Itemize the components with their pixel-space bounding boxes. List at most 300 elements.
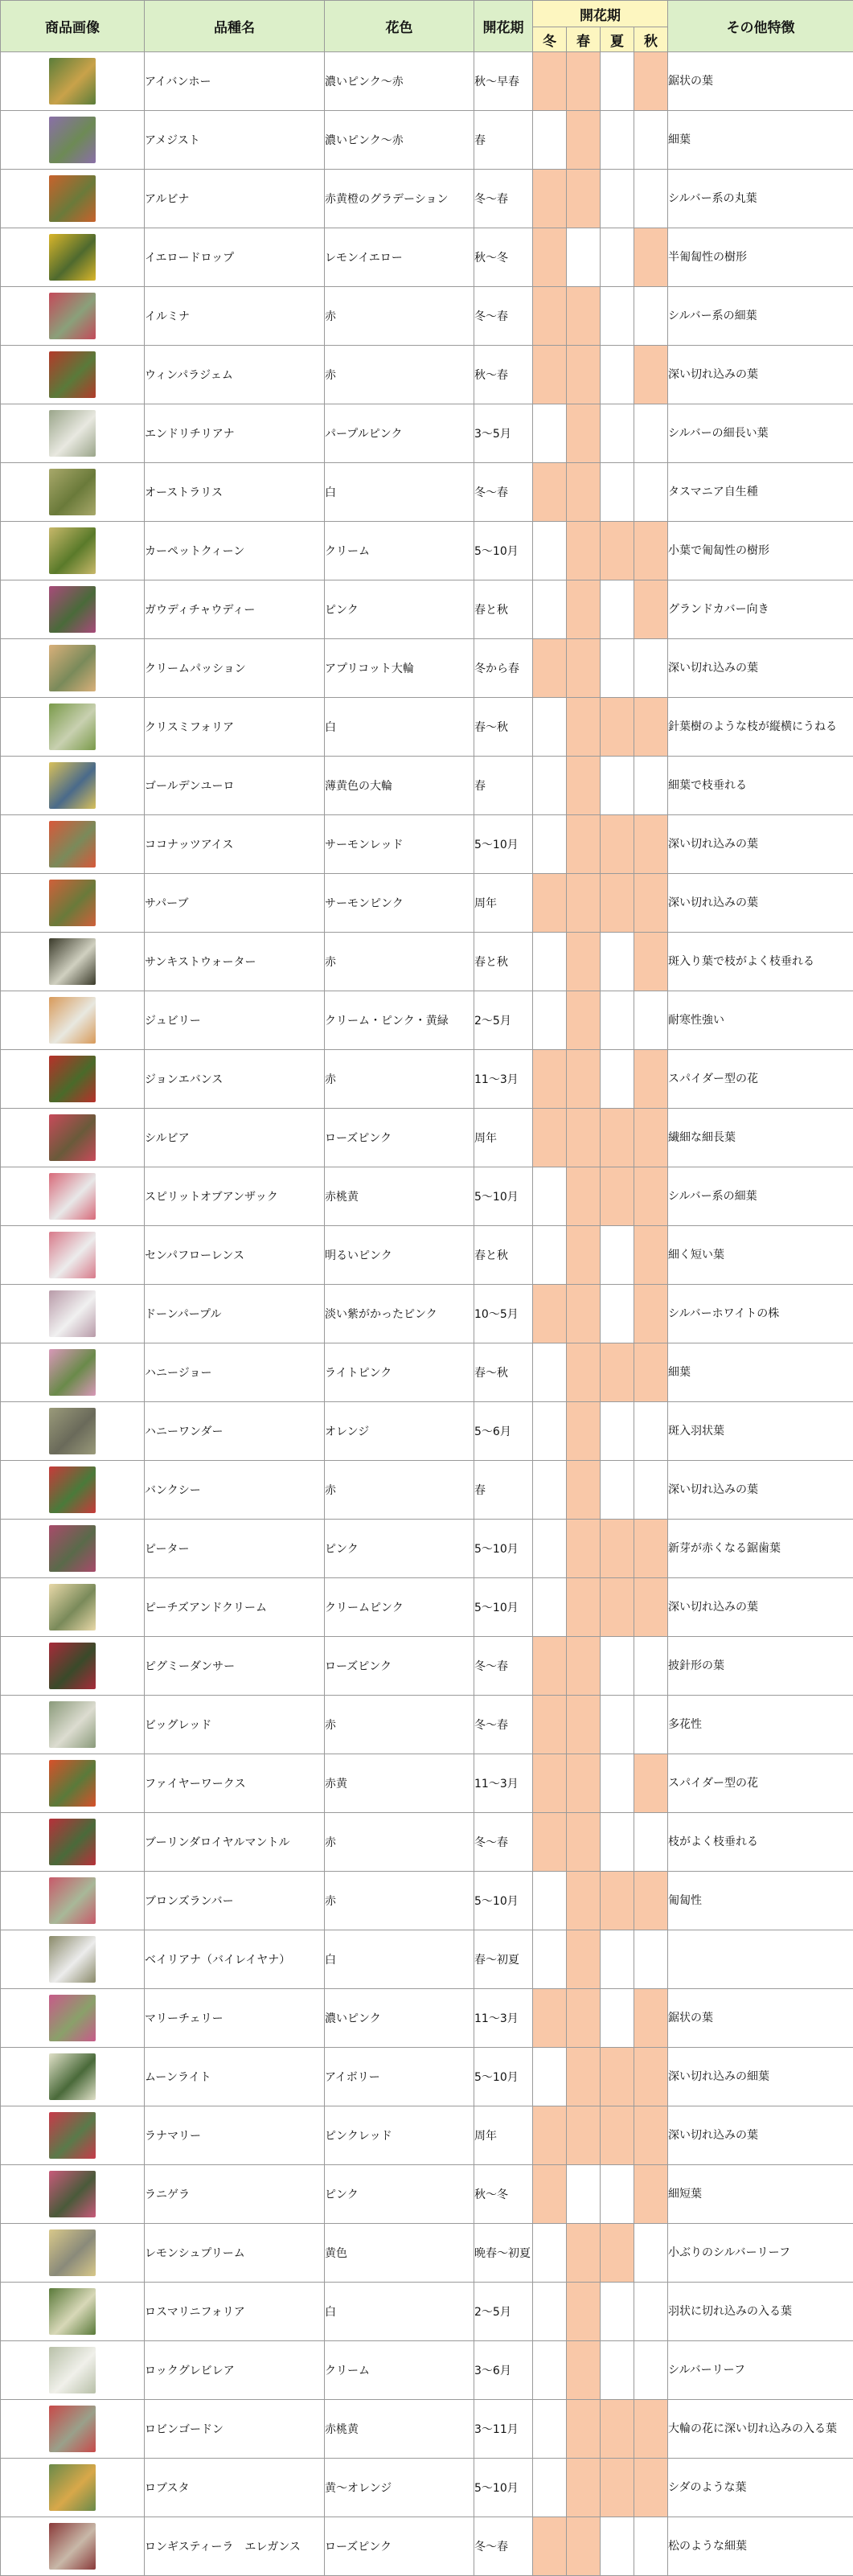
- variety-name: アルビナ: [145, 170, 325, 228]
- bloom-summer-cell: [601, 1226, 634, 1285]
- feature-notes: タスマニア自生種: [668, 463, 853, 522]
- table-body: [1, 52, 853, 2576]
- table-row: [1, 1050, 853, 1109]
- flower-color: クリーム: [325, 522, 474, 580]
- table-row: [1, 1813, 853, 1872]
- table-row: [1, 1696, 853, 1754]
- feature-notes: シルバー系の細葉: [668, 287, 853, 346]
- flower-color: レモンイエロー: [325, 228, 474, 287]
- bloom-winter-cell: [533, 1402, 567, 1461]
- bloom-period: 秋～冬: [474, 228, 533, 287]
- bloom-spring-cell: [567, 346, 601, 404]
- bloom-summer-cell: [601, 2283, 634, 2341]
- bloom-period: 冬～春: [474, 287, 533, 346]
- variety-name: ジュビリー: [145, 991, 325, 1050]
- product-photo: [49, 2406, 96, 2452]
- flower-color: ローズピンク: [325, 1109, 474, 1167]
- bloom-period: 3～5月: [474, 404, 533, 463]
- bloom-autumn-cell: [634, 580, 668, 639]
- bloom-winter-cell: [533, 2283, 567, 2341]
- header-season-spring: 春: [567, 27, 601, 52]
- bloom-spring-cell: [567, 2106, 601, 2165]
- variety-name: サンキストウォーター: [145, 933, 325, 991]
- bloom-spring-cell: [567, 2165, 601, 2224]
- table-row: [1, 404, 853, 463]
- bloom-winter-cell: [533, 698, 567, 757]
- bloom-summer-cell: [601, 2106, 634, 2165]
- product-image-cell: [1, 757, 145, 815]
- variety-name: ロブスタ: [145, 2459, 325, 2517]
- product-image-cell: [1, 52, 145, 111]
- product-image-cell: [1, 2048, 145, 2106]
- bloom-spring-cell: [567, 2283, 601, 2341]
- product-photo: [49, 2288, 96, 2335]
- bloom-period: 春と秋: [474, 1226, 533, 1285]
- product-image-cell: [1, 1637, 145, 1696]
- bloom-winter-cell: [533, 2165, 567, 2224]
- bloom-winter-cell: [533, 522, 567, 580]
- bloom-period: 秋～春: [474, 346, 533, 404]
- bloom-autumn-cell: [634, 463, 668, 522]
- bloom-summer-cell: [601, 1167, 634, 1226]
- bloom-summer-cell: [601, 2224, 634, 2283]
- bloom-autumn-cell: [634, 228, 668, 287]
- table-row: [1, 933, 853, 991]
- bloom-period: 5～10月: [474, 1167, 533, 1226]
- feature-notes: 耐寒性強い: [668, 991, 853, 1050]
- product-image-cell: [1, 404, 145, 463]
- header-bloom-group: 開花期: [533, 1, 668, 27]
- flower-color: 白: [325, 698, 474, 757]
- bloom-period: 10～5月: [474, 1285, 533, 1343]
- product-photo: [49, 1290, 96, 1337]
- table-row: [1, 2341, 853, 2400]
- flower-color: 濃いピンク～赤: [325, 111, 474, 170]
- bloom-period: 秋～冬: [474, 2165, 533, 2224]
- table-row: [1, 1930, 853, 1989]
- bloom-winter-cell: [533, 1754, 567, 1813]
- variety-name: ブロンズランバー: [145, 1872, 325, 1930]
- bloom-spring-cell: [567, 1989, 601, 2048]
- bloom-summer-cell: [601, 522, 634, 580]
- bloom-summer-cell: [601, 111, 634, 170]
- bloom-period: 冬～春: [474, 463, 533, 522]
- bloom-period: 春～初夏: [474, 1930, 533, 1989]
- flower-color: 赤: [325, 1696, 474, 1754]
- bloom-winter-cell: [533, 815, 567, 874]
- product-photo: [49, 2171, 96, 2217]
- product-photo: [49, 1408, 96, 1454]
- bloom-summer-cell: [601, 228, 634, 287]
- bloom-period: 春と秋: [474, 933, 533, 991]
- bloom-spring-cell: [567, 1930, 601, 1989]
- feature-notes: 披針形の葉: [668, 1637, 853, 1696]
- header-season-winter: 冬: [533, 27, 567, 52]
- variety-name: ウィンパラジェム: [145, 346, 325, 404]
- product-photo: [49, 1466, 96, 1513]
- bloom-autumn-cell: [634, 1930, 668, 1989]
- product-photo: [49, 2229, 96, 2276]
- header-variety: 品種名: [145, 1, 325, 52]
- flower-color: 黄色: [325, 2224, 474, 2283]
- product-photo: [49, 469, 96, 515]
- bloom-summer-cell: [601, 580, 634, 639]
- feature-notes: 半匍匐性の樹形: [668, 228, 853, 287]
- bloom-spring-cell: [567, 111, 601, 170]
- product-photo: [49, 1936, 96, 1983]
- bloom-summer-cell: [601, 1050, 634, 1109]
- flower-color: 赤: [325, 287, 474, 346]
- flower-color: ローズピンク: [325, 1637, 474, 1696]
- feature-notes: 細く短い葉: [668, 1226, 853, 1285]
- bloom-spring-cell: [567, 757, 601, 815]
- flower-color: 赤: [325, 1461, 474, 1520]
- bloom-autumn-cell: [634, 1050, 668, 1109]
- table-row: [1, 1167, 853, 1226]
- bloom-winter-cell: [533, 2048, 567, 2106]
- product-image-cell: [1, 170, 145, 228]
- bloom-period: 冬～春: [474, 1637, 533, 1696]
- product-image-cell: [1, 1520, 145, 1578]
- feature-notes: 斑入り葉で枝がよく枝垂れる: [668, 933, 853, 991]
- bloom-summer-cell: [601, 2341, 634, 2400]
- bloom-winter-cell: [533, 2400, 567, 2459]
- bloom-spring-cell: [567, 52, 601, 111]
- feature-notes: 深い切れ込みの葉: [668, 874, 853, 933]
- bloom-spring-cell: [567, 522, 601, 580]
- bloom-winter-cell: [533, 2106, 567, 2165]
- bloom-autumn-cell: [634, 2400, 668, 2459]
- table-row: [1, 2165, 853, 2224]
- flower-color: 白: [325, 2283, 474, 2341]
- product-image-cell: [1, 346, 145, 404]
- header-notes: その他特徴: [668, 1, 853, 52]
- product-photo: [49, 234, 96, 281]
- flower-color: クリーム・ピンク・黄緑: [325, 991, 474, 1050]
- bloom-winter-cell: [533, 991, 567, 1050]
- variety-name: マリーチェリー: [145, 1989, 325, 2048]
- bloom-autumn-cell: [634, 1167, 668, 1226]
- bloom-winter-cell: [533, 463, 567, 522]
- bloom-period: 周年: [474, 2106, 533, 2165]
- flower-color: アプリコット大輪: [325, 639, 474, 698]
- product-image-cell: [1, 1050, 145, 1109]
- bloom-autumn-cell: [634, 1578, 668, 1637]
- bloom-period: 冬から春: [474, 639, 533, 698]
- product-image-cell: [1, 1754, 145, 1813]
- product-photo: [49, 938, 96, 985]
- bloom-period: 5～10月: [474, 1578, 533, 1637]
- bloom-period: 周年: [474, 874, 533, 933]
- table-row: [1, 52, 853, 111]
- product-photo: [49, 586, 96, 633]
- bloom-spring-cell: [567, 2048, 601, 2106]
- flower-color: パープルピンク: [325, 404, 474, 463]
- bloom-summer-cell: [601, 1989, 634, 2048]
- feature-notes: 新芽が赤くなる鋸歯葉: [668, 1520, 853, 1578]
- product-photo: [49, 997, 96, 1044]
- bloom-spring-cell: [567, 933, 601, 991]
- variety-name: ラナマリー: [145, 2106, 325, 2165]
- bloom-winter-cell: [533, 1989, 567, 2048]
- table-row: [1, 2400, 853, 2459]
- flower-color: 白: [325, 1930, 474, 1989]
- product-photo: [49, 2112, 96, 2159]
- bloom-summer-cell: [601, 287, 634, 346]
- bloom-summer-cell: [601, 1343, 634, 1402]
- bloom-period: 5～10月: [474, 2048, 533, 2106]
- bloom-winter-cell: [533, 1050, 567, 1109]
- bloom-spring-cell: [567, 228, 601, 287]
- bloom-autumn-cell: [634, 991, 668, 1050]
- bloom-period: 5～10月: [474, 522, 533, 580]
- bloom-winter-cell: [533, 1696, 567, 1754]
- product-photo: [49, 703, 96, 750]
- product-photo: [49, 1056, 96, 1102]
- header-season-summer: 夏: [601, 27, 634, 52]
- product-image-cell: [1, 1696, 145, 1754]
- variety-name: イエロードロップ: [145, 228, 325, 287]
- table-row: [1, 1637, 853, 1696]
- bloom-summer-cell: [601, 170, 634, 228]
- bloom-winter-cell: [533, 1285, 567, 1343]
- bloom-summer-cell: [601, 757, 634, 815]
- product-photo: [49, 1232, 96, 1278]
- bloom-autumn-cell: [634, 1696, 668, 1754]
- product-image-cell: [1, 1461, 145, 1520]
- bloom-spring-cell: [567, 698, 601, 757]
- feature-notes: シルバー系の丸葉: [668, 170, 853, 228]
- variety-name: ガウディチャウディー: [145, 580, 325, 639]
- product-image-cell: [1, 1343, 145, 1402]
- product-photo: [49, 821, 96, 868]
- bloom-summer-cell: [601, 815, 634, 874]
- product-photo: [49, 351, 96, 398]
- flower-color: 濃いピンク: [325, 1989, 474, 2048]
- bloom-autumn-cell: [634, 1813, 668, 1872]
- flower-color: 赤桃黄: [325, 1167, 474, 1226]
- flower-color: ライトピンク: [325, 1343, 474, 1402]
- product-image-cell: [1, 874, 145, 933]
- table-row: [1, 1109, 853, 1167]
- bloom-autumn-cell: [634, 698, 668, 757]
- flower-color: ピンクレッド: [325, 2106, 474, 2165]
- bloom-period: 11～3月: [474, 1989, 533, 2048]
- bloom-spring-cell: [567, 639, 601, 698]
- bloom-autumn-cell: [634, 1109, 668, 1167]
- feature-notes: 深い切れ込みの葉: [668, 2106, 853, 2165]
- feature-notes: シルバーホワイトの株: [668, 1285, 853, 1343]
- variety-name: ファイヤーワークス: [145, 1754, 325, 1813]
- bloom-period: 3～6月: [474, 2341, 533, 2400]
- bloom-period: 周年: [474, 1109, 533, 1167]
- bloom-spring-cell: [567, 404, 601, 463]
- flower-color: サーモンピンク: [325, 874, 474, 933]
- bloom-winter-cell: [533, 1930, 567, 1989]
- bloom-summer-cell: [601, 2048, 634, 2106]
- product-photo: [49, 1584, 96, 1631]
- variety-name: サパーブ: [145, 874, 325, 933]
- flower-color: ピンク: [325, 580, 474, 639]
- bloom-summer-cell: [601, 639, 634, 698]
- header-season-autumn: 秋: [634, 27, 668, 52]
- bloom-autumn-cell: [634, 170, 668, 228]
- bloom-summer-cell: [601, 1637, 634, 1696]
- variety-name: ロックグレビレア: [145, 2341, 325, 2400]
- variety-name: ロスマリニフォリア: [145, 2283, 325, 2341]
- feature-notes: シルバーの細長い葉: [668, 404, 853, 463]
- flower-color: 薄黄色の大輪: [325, 757, 474, 815]
- bloom-period: 5～10月: [474, 815, 533, 874]
- bloom-autumn-cell: [634, 2048, 668, 2106]
- flower-color: 黄～オレンジ: [325, 2459, 474, 2517]
- product-photo: [49, 1701, 96, 1748]
- bloom-summer-cell: [601, 1285, 634, 1343]
- bloom-summer-cell: [601, 346, 634, 404]
- flower-color: 赤桃黄: [325, 2400, 474, 2459]
- variety-name: ゴールデンユーロ: [145, 757, 325, 815]
- bloom-spring-cell: [567, 1872, 601, 1930]
- bloom-period: 5～10月: [474, 1520, 533, 1578]
- variety-name: アメジスト: [145, 111, 325, 170]
- flower-color: オレンジ: [325, 1402, 474, 1461]
- bloom-winter-cell: [533, 1813, 567, 1872]
- flower-color: 赤: [325, 1813, 474, 1872]
- bloom-period: 冬～春: [474, 1813, 533, 1872]
- table-row: [1, 2459, 853, 2517]
- bloom-spring-cell: [567, 1696, 601, 1754]
- bloom-winter-cell: [533, 2459, 567, 2517]
- variety-name: ハニージョー: [145, 1343, 325, 1402]
- table-row: [1, 1402, 853, 1461]
- bloom-summer-cell: [601, 933, 634, 991]
- product-photo: [49, 1525, 96, 1572]
- variety-name: バンクシー: [145, 1461, 325, 1520]
- feature-notes: スパイダー型の花: [668, 1050, 853, 1109]
- bloom-winter-cell: [533, 2224, 567, 2283]
- bloom-winter-cell: [533, 52, 567, 111]
- bloom-winter-cell: [533, 111, 567, 170]
- bloom-summer-cell: [601, 2517, 634, 2576]
- bloom-period: 5～6月: [474, 1402, 533, 1461]
- bloom-period: 春～秋: [474, 1343, 533, 1402]
- feature-notes: シルバー系の細葉: [668, 1167, 853, 1226]
- product-image-cell: [1, 1872, 145, 1930]
- bloom-spring-cell: [567, 2341, 601, 2400]
- bloom-period: 11～3月: [474, 1754, 533, 1813]
- feature-notes: 小葉で匍匐性の樹形: [668, 522, 853, 580]
- flower-color: サーモンレッド: [325, 815, 474, 874]
- bloom-autumn-cell: [634, 1754, 668, 1813]
- product-image-cell: [1, 2400, 145, 2459]
- bloom-summer-cell: [601, 1696, 634, 1754]
- bloom-autumn-cell: [634, 1402, 668, 1461]
- bloom-winter-cell: [533, 1343, 567, 1402]
- bloom-spring-cell: [567, 1343, 601, 1402]
- bloom-period: 5～10月: [474, 1872, 533, 1930]
- product-image-cell: [1, 1578, 145, 1637]
- bloom-summer-cell: [601, 1402, 634, 1461]
- product-photo: [49, 1819, 96, 1865]
- bloom-autumn-cell: [634, 1285, 668, 1343]
- flower-color: ローズピンク: [325, 2517, 474, 2576]
- bloom-period: 3～11月: [474, 2400, 533, 2459]
- table-row: [1, 815, 853, 874]
- bloom-summer-cell: [601, 1520, 634, 1578]
- feature-notes: 細葉: [668, 111, 853, 170]
- bloom-spring-cell: [567, 2517, 601, 2576]
- bloom-period: 5～10月: [474, 2459, 533, 2517]
- bloom-spring-cell: [567, 1226, 601, 1285]
- table-row: [1, 2106, 853, 2165]
- product-image-cell: [1, 2283, 145, 2341]
- variety-name: ピグミーダンサー: [145, 1637, 325, 1696]
- flower-color: 赤黄: [325, 1754, 474, 1813]
- bloom-autumn-cell: [634, 815, 668, 874]
- table-row: [1, 1285, 853, 1343]
- bloom-autumn-cell: [634, 1637, 668, 1696]
- variety-name: ビッグレッド: [145, 1696, 325, 1754]
- product-photo: [49, 880, 96, 926]
- feature-notes: 小ぶりのシルバーリーフ: [668, 2224, 853, 2283]
- bloom-spring-cell: [567, 1578, 601, 1637]
- flower-color: 赤: [325, 933, 474, 991]
- bloom-winter-cell: [533, 757, 567, 815]
- variety-name: エンドリチリアナ: [145, 404, 325, 463]
- bloom-autumn-cell: [634, 52, 668, 111]
- flower-color: 赤: [325, 346, 474, 404]
- bloom-autumn-cell: [634, 2106, 668, 2165]
- feature-notes: 細短葉: [668, 2165, 853, 2224]
- bloom-period: 春と秋: [474, 580, 533, 639]
- bloom-summer-cell: [601, 1930, 634, 1989]
- flower-color: クリームピンク: [325, 1578, 474, 1637]
- feature-notes: 深い切れ込みの葉: [668, 639, 853, 698]
- bloom-summer-cell: [601, 52, 634, 111]
- table-row: [1, 757, 853, 815]
- product-image-cell: [1, 2459, 145, 2517]
- bloom-autumn-cell: [634, 757, 668, 815]
- bloom-summer-cell: [601, 1461, 634, 1520]
- product-image-cell: [1, 991, 145, 1050]
- bloom-autumn-cell: [634, 1989, 668, 2048]
- product-photo: [49, 762, 96, 809]
- variety-name: ロビンゴードン: [145, 2400, 325, 2459]
- flower-color: 濃いピンク～赤: [325, 52, 474, 111]
- table-row: [1, 2283, 853, 2341]
- header-flower-color: 花色: [325, 1, 474, 52]
- bloom-winter-cell: [533, 874, 567, 933]
- bloom-autumn-cell: [634, 2165, 668, 2224]
- bloom-winter-cell: [533, 933, 567, 991]
- bloom-winter-cell: [533, 228, 567, 287]
- product-image-cell: [1, 2165, 145, 2224]
- product-image-cell: [1, 1167, 145, 1226]
- bloom-spring-cell: [567, 2400, 601, 2459]
- bloom-period: 冬～春: [474, 2517, 533, 2576]
- flower-color: 明るいピンク: [325, 1226, 474, 1285]
- product-photo: [49, 410, 96, 457]
- bloom-spring-cell: [567, 1520, 601, 1578]
- bloom-autumn-cell: [634, 111, 668, 170]
- product-image-cell: [1, 1285, 145, 1343]
- variety-name: ブーリンダロイヤルマントル: [145, 1813, 325, 1872]
- product-image-cell: [1, 1813, 145, 1872]
- bloom-autumn-cell: [634, 933, 668, 991]
- bloom-period: 2～5月: [474, 991, 533, 1050]
- product-image-cell: [1, 1226, 145, 1285]
- product-photo: [49, 2053, 96, 2100]
